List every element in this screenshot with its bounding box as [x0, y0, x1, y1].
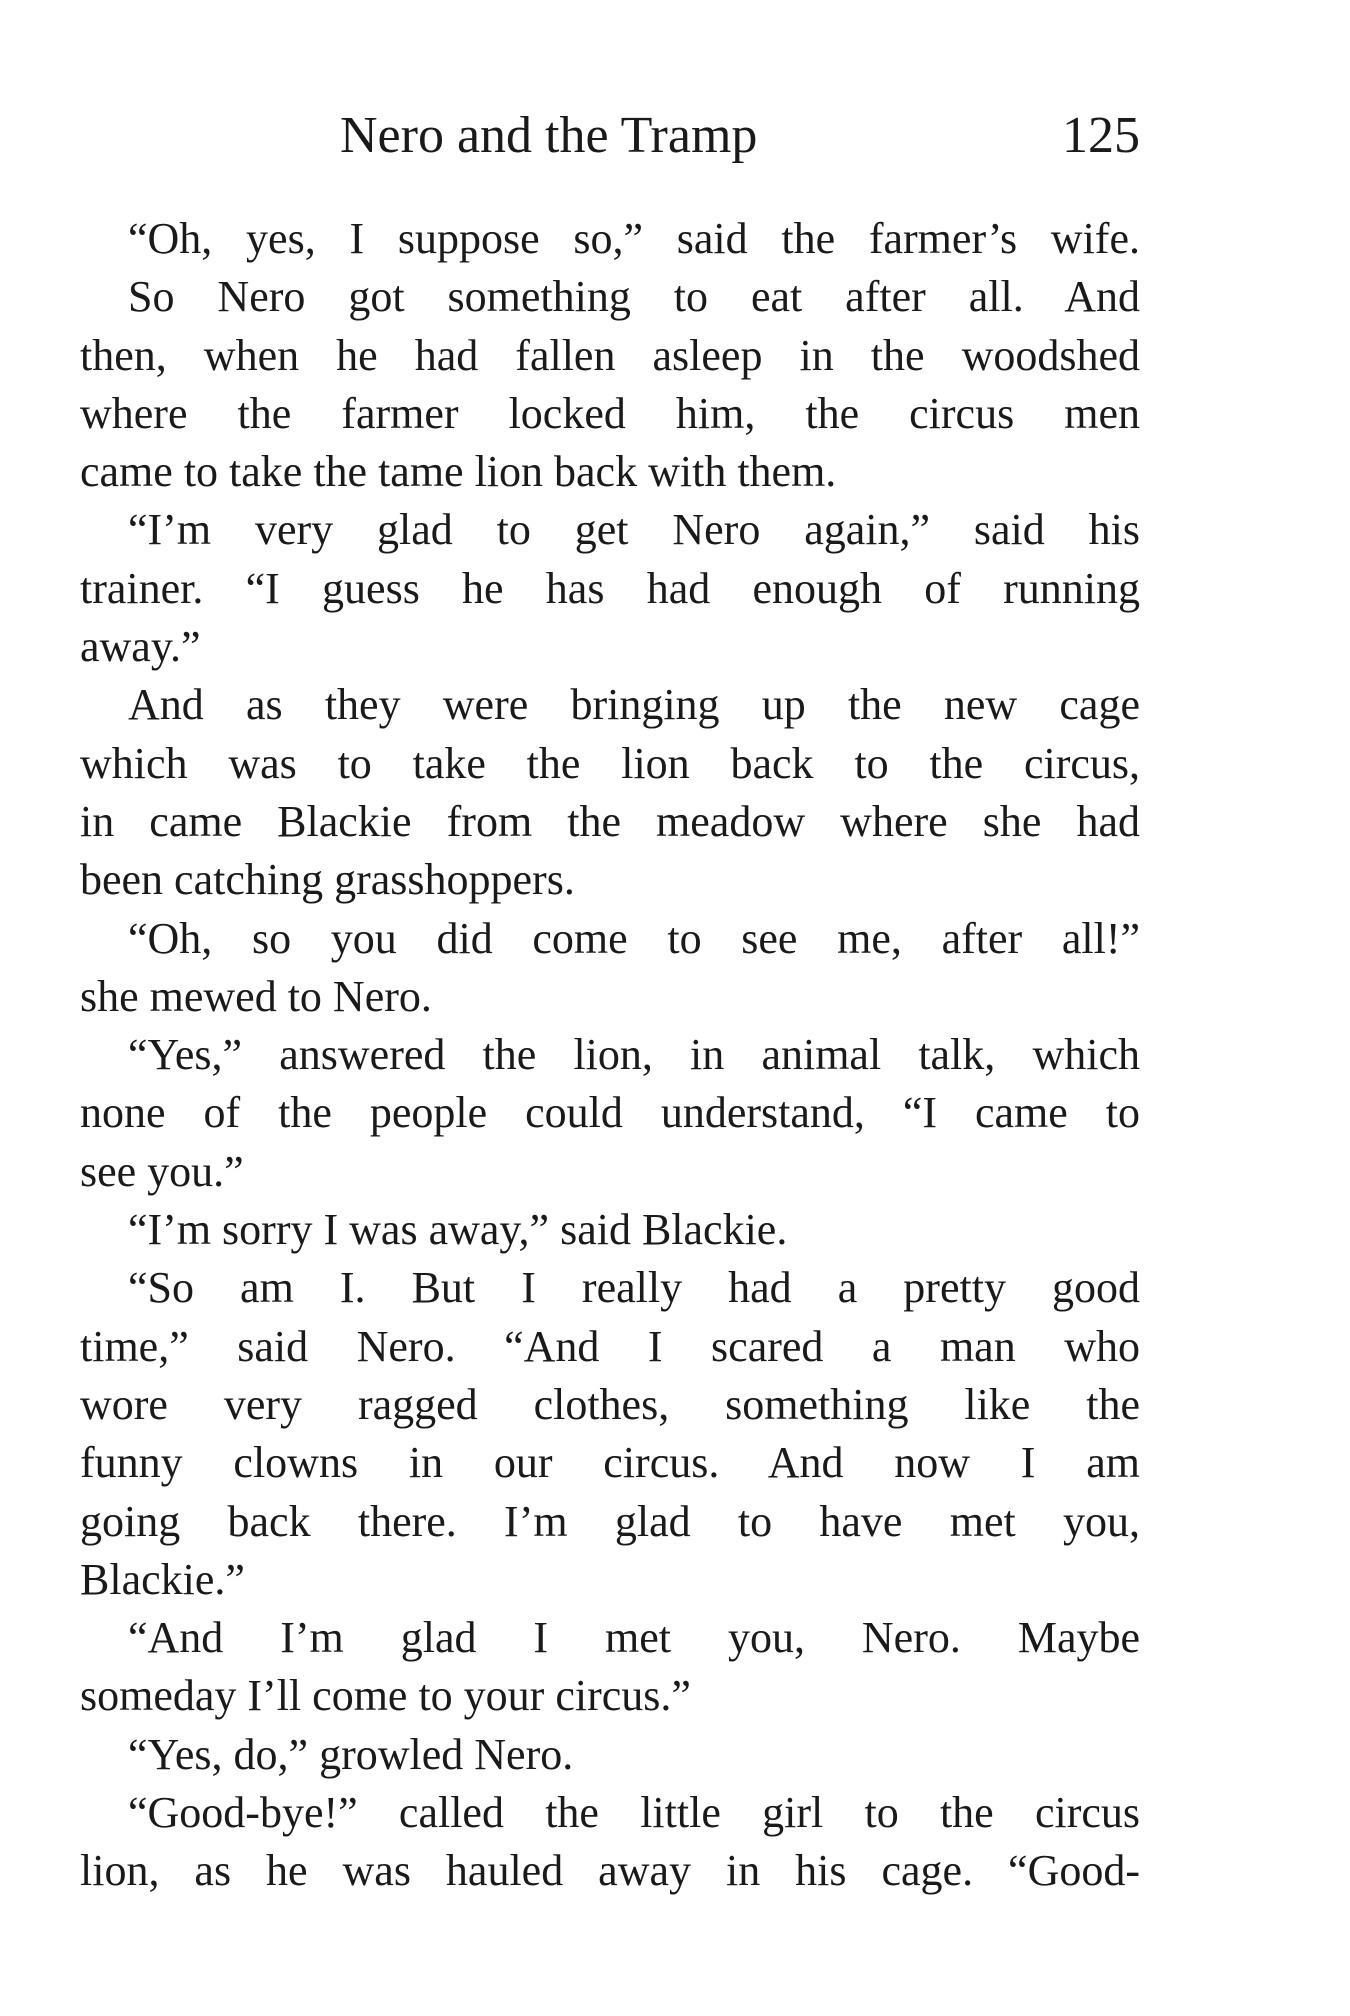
text-line: “And I’m glad I met you, Nero. Maybe: [128, 1613, 1140, 1663]
text-line: funny clowns in our circus. And now I am: [80, 1438, 1140, 1488]
text-line: “Oh, yes, I suppose so,” said the farmer’s wife.: [128, 214, 1140, 263]
text-line: wore very ragged clothes, something like the: [80, 1379, 1140, 1429]
text-line: lion, as he was hauled away in his cage. “Good-: [80, 1846, 1140, 1896]
text-line: in came Blackie from the meadow where she had: [80, 796, 1140, 846]
text-line: see you.”: [80, 1146, 244, 1196]
text-line: “So am I. But I really had a pretty good: [128, 1263, 1140, 1313]
text-line: then, when he had fallen asleep in the woodshed: [80, 330, 1140, 380]
page-number: 125: [1062, 107, 1140, 164]
text-line: she mewed to Nero.: [80, 971, 432, 1021]
text-line: So Nero got something to eat after all. And: [128, 272, 1140, 322]
text-line: “Oh, so you did come to see me, after all!”: [128, 913, 1140, 963]
text-line: been catching grasshoppers.: [80, 855, 575, 905]
text-line: “I’m very glad to get Nero again,” said his: [128, 505, 1140, 555]
text-line: trainer. “I guess he has had enough of running: [80, 563, 1140, 613]
body-text: [80, 210, 1140, 1901]
text-line: none of the people could understand, “I came to: [80, 1088, 1140, 1138]
text-line: Blackie.”: [80, 1554, 245, 1604]
text-line: “Yes, do,” growled Nero.: [128, 1729, 574, 1779]
text-line: which was to take the lion back to the circus,: [80, 738, 1140, 788]
text-line: came to take the tame lion back with them.: [80, 447, 837, 497]
text-line: someday I’ll come to your circus.”: [80, 1671, 691, 1721]
running-head: [80, 106, 1140, 166]
text-line: going back there. I’m glad to have met you,: [80, 1496, 1140, 1546]
text-line: “I’m sorry I was away,” said Blackie.: [128, 1205, 788, 1255]
text-line: “Yes,” answered the lion, in animal talk, which: [128, 1030, 1140, 1080]
text-line: “Good-bye!” called the little girl to the circus: [128, 1788, 1140, 1838]
text-line: away.”: [80, 622, 201, 672]
running-title: Nero and the Tramp: [340, 107, 758, 164]
text-line: where the farmer locked him, the circus men: [80, 388, 1140, 438]
text-line: And as they were bringing up the new cage: [128, 680, 1140, 730]
text-line: time,” said Nero. “And I scared a man who: [80, 1321, 1140, 1371]
